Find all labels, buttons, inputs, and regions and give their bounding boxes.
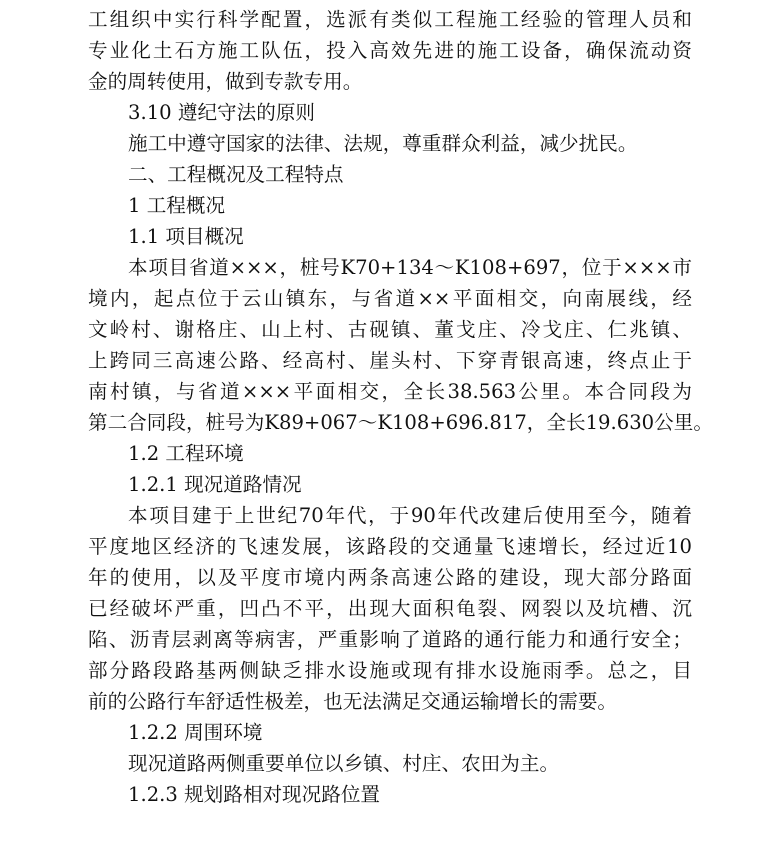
paragraph-line: 境内，起点位于云山镇东，与省道××平面相交，向南展线，经 [88,287,692,310]
paragraph-line: 本项目建于上世纪70年代，于90年代改建后使用至今，随着 [128,504,692,527]
paragraph-line: 已经破坏严重，凹凸不平，出现大面积龟裂、网裂以及坑槽、沉 [88,597,692,620]
paragraph-line: 部分路段路基两侧缺乏排水设施或现有排水设施雨季。总之，目 [88,659,692,682]
section-heading: 1.2 工程环境 [128,442,244,465]
section-heading: 二、工程概况及工程特点 [128,163,344,186]
paragraph-line: 陷、沥青层剥离等病害，严重影响了道路的通行能力和通行安全； [88,628,692,651]
section-heading: 1 工程概况 [128,194,226,217]
paragraph-line: 金的周转使用，做到专款专用。 [88,70,363,93]
paragraph-line: 第二合同段，桩号为K89+067～K108+696.817，全长19.630公里。 [88,411,713,434]
paragraph-line: 上跨同三高速公路、经高村、崖头村、下穿青银高速，终点止于 [88,349,692,372]
paragraph-line: 文岭村、谢格庄、山上村、古砚镇、董戈庄、冷戈庄、仁兆镇、 [88,318,692,341]
paragraph-line: 专业化土石方施工队伍，投入高效先进的施工设备，确保流动资 [88,39,692,62]
section-heading: 1.2.3 规划路相对现况路位置 [128,783,381,806]
section-heading: 1.2.1 现况道路情况 [128,473,302,496]
section-heading: 3.10 遵纪守法的原则 [128,101,316,124]
paragraph-line: 前的公路行车舒适性极差，也无法满足交通运输增长的需要。 [88,690,618,713]
document-body [88,4,713,810]
paragraph-line: 年的使用，以及平度市境内两条高速公路的建设，现大部分路面 [88,566,692,589]
paragraph-line: 平度地区经济的飞速发展，该路段的交通量飞速增长，经过近10 [88,535,692,558]
paragraph-line: 本项目省道×××，桩号K70+134～K108+697，位于×××市 [128,256,692,279]
paragraph-line: 现况道路两侧重要单位以乡镇、村庄、农田为主。 [128,752,560,775]
section-heading: 1.1 项目概况 [128,225,244,248]
paragraph-line: 南村镇，与省道×××平面相交，全长38.563公里。本合同段为 [88,380,692,403]
paragraph-line: 工组织中实行科学配置，选派有类似工程施工经验的管理人员和 [88,8,692,31]
section-heading: 1.2.2 周围环境 [128,721,263,744]
paragraph-line: 施工中遵守国家的法律、法规，尊重群众利益，减少扰民。 [128,132,638,155]
